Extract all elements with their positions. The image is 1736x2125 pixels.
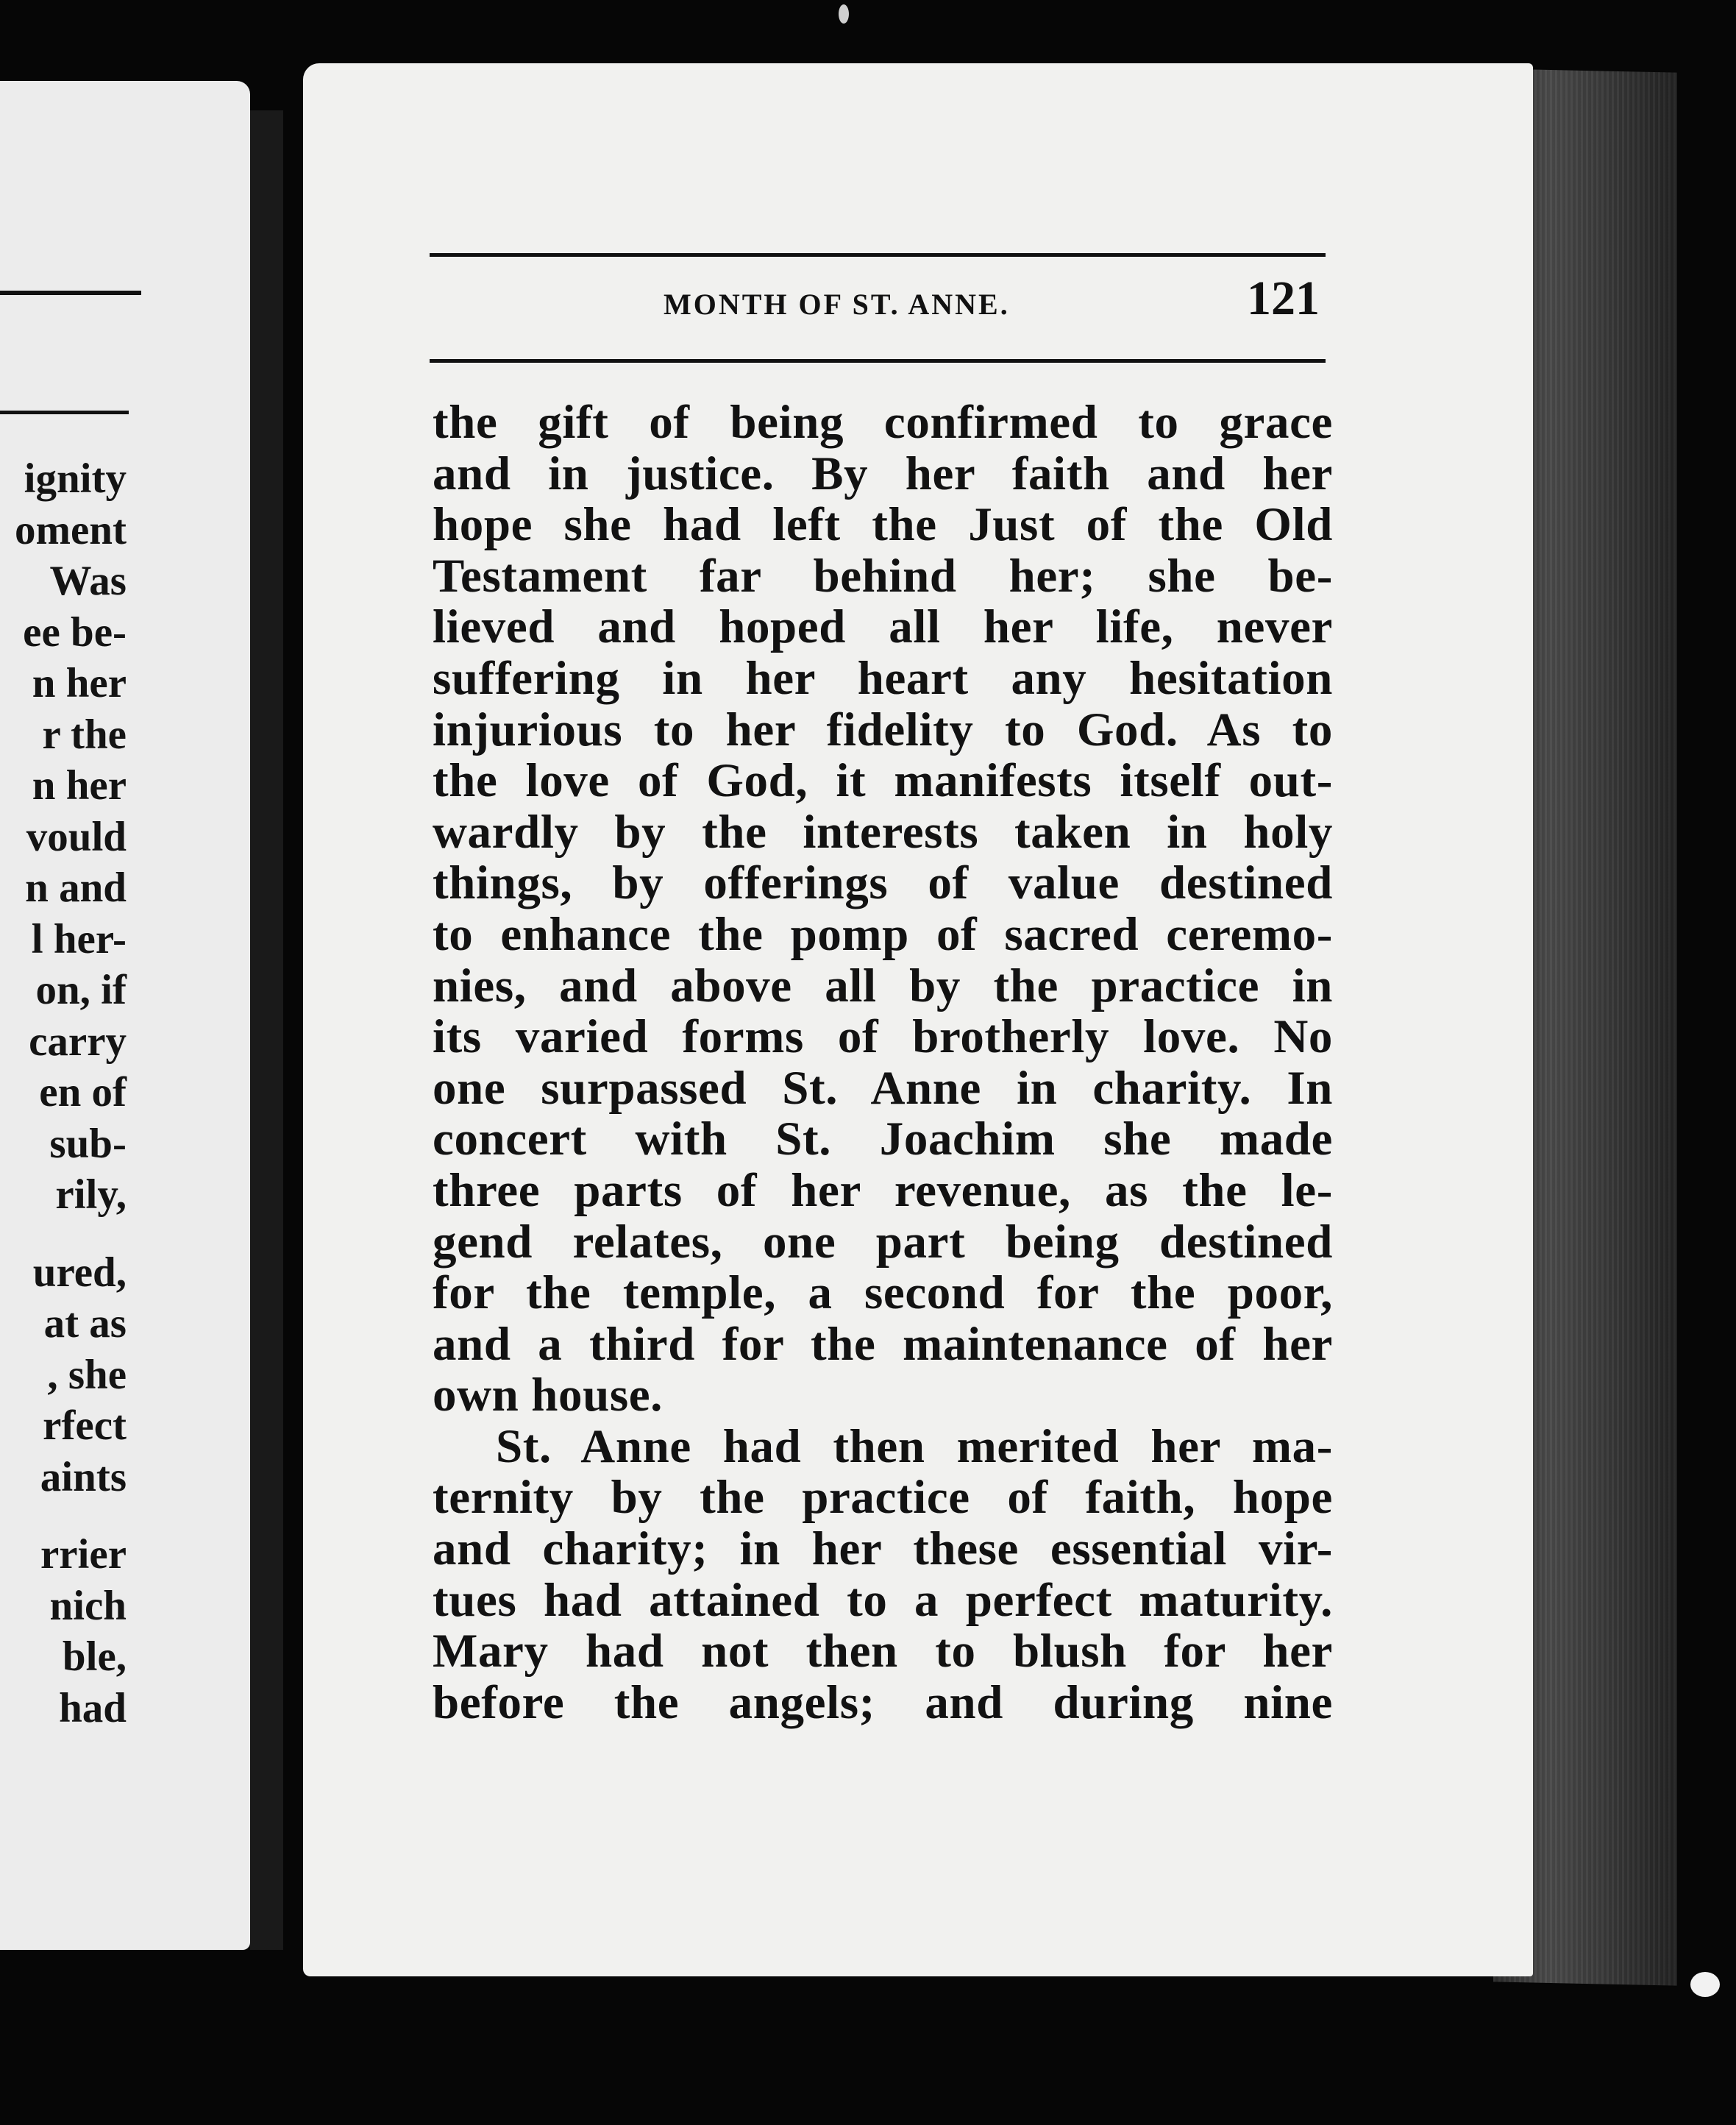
text-line: the love of God, it manifests itself out- xyxy=(433,754,1333,808)
text-line: to enhance the pomp of sacred ceremo- xyxy=(433,907,1333,961)
facing-page-line-fragment: Was xyxy=(49,558,127,604)
header-rule-top xyxy=(430,253,1326,257)
facing-page-line-fragment: l her- xyxy=(31,915,127,962)
facing-page-line-fragment: rfect xyxy=(43,1402,127,1449)
facing-page-line-fragment: sub- xyxy=(49,1120,127,1167)
text-line: the gift of being confirmed to grace xyxy=(433,396,1333,449)
facing-page-line-fragment: ured, xyxy=(32,1249,127,1296)
text-line: lieved and hoped all her life, never xyxy=(433,600,1333,654)
text-line: before the angels; and during nine xyxy=(433,1675,1333,1729)
text-line: concert with St. Joachim she made xyxy=(433,1113,1333,1166)
text-line: three parts of her revenue, as the le- xyxy=(433,1163,1333,1217)
facing-page-line-fragment: at as xyxy=(43,1300,127,1347)
facing-page-rule-bottom xyxy=(0,411,129,414)
fragment-gap xyxy=(0,1221,127,1247)
text-line: things, by offerings of value destined xyxy=(433,856,1333,910)
page-number: 121 xyxy=(1247,272,1320,325)
text-line: and a third for the maintenance of her xyxy=(433,1317,1333,1371)
facing-page-line-fragment: had xyxy=(59,1684,127,1731)
text-line: and charity; in her these essential vir- xyxy=(433,1522,1333,1576)
text-line: Mary had not then to blush for her xyxy=(433,1625,1333,1678)
facing-page-line-fragment: nich xyxy=(49,1582,127,1629)
fragment-gap xyxy=(0,1503,127,1529)
facing-page-line-fragment: vould xyxy=(26,813,127,860)
facing-page-line-fragment: , she xyxy=(47,1351,127,1398)
running-title: MONTH OF ST. ANNE. xyxy=(664,288,1010,321)
ink-speck xyxy=(839,4,849,24)
facing-page-line-fragment: n and xyxy=(25,865,127,911)
text-line: gend relates, one part being destined xyxy=(433,1215,1333,1269)
body-text xyxy=(433,397,1333,1728)
facing-page-line-fragment: ee be- xyxy=(23,609,127,656)
facing-page xyxy=(0,81,250,1950)
facing-page-line-fragment: r the xyxy=(42,711,127,758)
text-line: its varied forms of brotherly love. No xyxy=(433,1010,1333,1064)
facing-page-line-fragment: n her xyxy=(32,762,127,809)
text-line: St. Anne had then merited her ma- xyxy=(496,1419,1333,1473)
facing-page-line-fragment: aints xyxy=(40,1453,127,1500)
gutter xyxy=(250,110,283,1950)
facing-page-rule-top xyxy=(0,291,74,295)
facing-page-line-fragment: ignity xyxy=(24,455,127,502)
text-line: own house. xyxy=(433,1369,664,1422)
facing-page-line-fragment: ble, xyxy=(62,1633,127,1680)
text-line: ternity by the practice of faith, hope xyxy=(433,1471,1333,1525)
text-line: wardly by the interests taken in holy xyxy=(433,805,1333,859)
text-line: and in justice. By her faith and her xyxy=(433,447,1333,500)
facing-page-line-fragment: oment xyxy=(15,506,127,553)
text-line: suffering in her heart any hesitation xyxy=(433,651,1333,705)
facing-page-line-fragment: n her xyxy=(32,660,127,706)
text-line: tues had attained to a perfect maturity. xyxy=(433,1573,1333,1627)
facing-page-line-fragment: en of xyxy=(39,1069,127,1115)
text-line: one surpassed St. Anne in charity. In xyxy=(433,1061,1333,1115)
facing-page-line-fragment: on, if xyxy=(35,967,127,1013)
facing-page-line-fragment: rrier xyxy=(40,1531,127,1578)
text-line: nies, and above all by the practice in xyxy=(433,959,1333,1012)
text-line: injurious to her fidelity to God. As to xyxy=(433,703,1333,756)
text-line: hope she had left the Just of the Old xyxy=(433,498,1333,552)
header-rule-bottom xyxy=(430,359,1326,363)
facing-page-line-fragment: rily, xyxy=(55,1171,127,1218)
ink-speck xyxy=(1690,1972,1720,1997)
facing-page-rule-dash xyxy=(68,291,141,295)
facing-page-line-fragment: carry xyxy=(29,1018,127,1065)
text-line: Testament far behind her; she be- xyxy=(433,549,1333,603)
text-line: for the temple, a second for the poor, xyxy=(433,1266,1333,1320)
facing-page-fragments xyxy=(0,453,127,1734)
running-head xyxy=(430,266,1326,333)
